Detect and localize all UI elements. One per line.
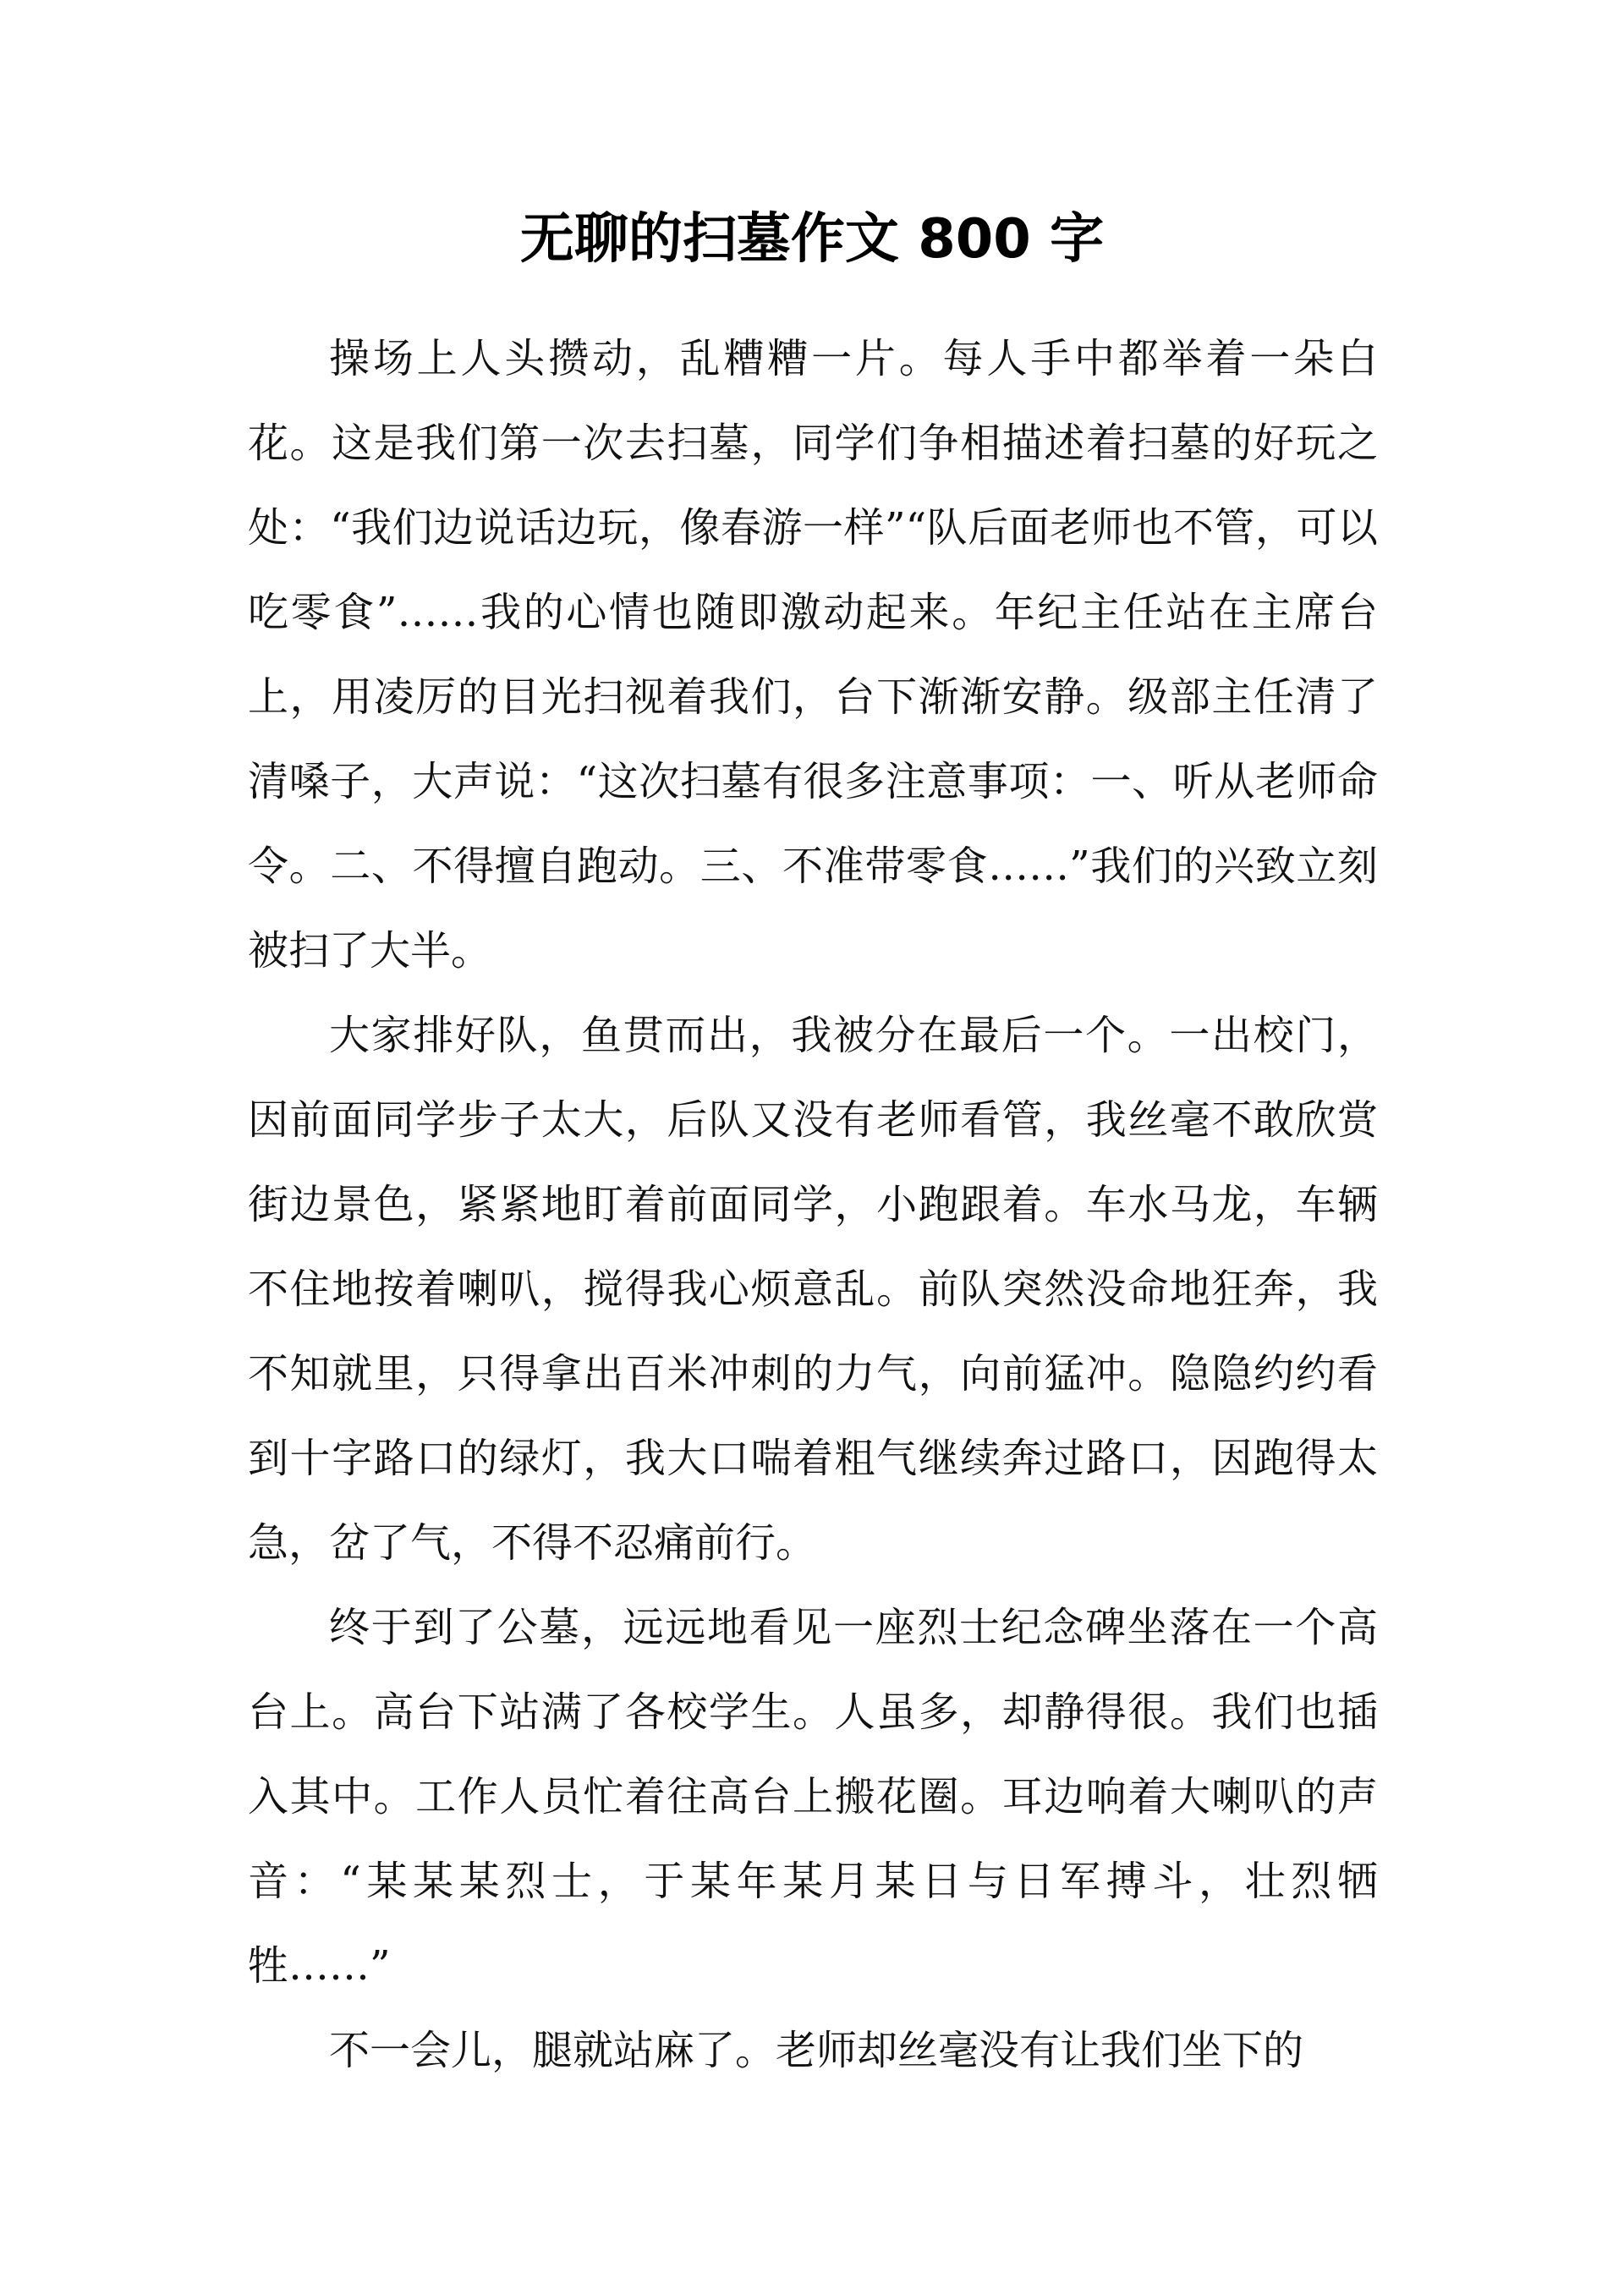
paragraph: 终于到了公墓，远远地看见一座烈士纪念碑坐落在一个高台上。高台下站满了各校学生。人虽多，却静得很。我们也插入其中。工作人员忙着往高台上搬花圈。耳边响着大喇叭的声音：“某某某烈士，于某年某月某日与日军搏斗，壮烈牺牲……” [248,1604,1378,1990]
document-title: 无聊的扫墓作文 800 字 [519,208,1105,271]
paragraph: 操场上人头攒动，乱糟糟一片。每人手中都举着一朵白花。这是我们第一次去扫墓，同学们争相描述着扫墓的好玩之处：“我们边说话边玩，像春游一样”“队后面老师也不管，可以吃零食”……我的心情也随即激动起来。年纪主任站在主席台上，用凌厉的目光扫视着我们，台下渐渐安静。级部主任清了清嗓子，大声说：“这次扫墓有很多注意事项：一、听从老师命令。二、不得擅自跑动。三、不准带零食……”我们的兴致立刻被扫了大半。 [248,335,1378,975]
paragraph: 大家排好队，鱼贯而出，我被分在最后一个。一出校门，因前面同学步子太大，后队又没有老师看管，我丝毫不敢欣赏街边景色，紧紧地盯着前面同学，小跑跟着。车水马龙，车辆不住地按着喇叭，搅得我心烦意乱。前队突然没命地狂奔，我不知就里，只得拿出百米冲刺的力气，向前猛冲。隐隐约约看到十字路口的绿灯，我大口喘着粗气继续奔过路口，因跑得太急，岔了气，不得不忍痛前行。 [248,1012,1378,1567]
document-body [248,316,1378,2093]
paragraph: 不一会儿，腿就站麻了。老师却丝毫没有让我们坐下的 [329,2027,1304,2074]
